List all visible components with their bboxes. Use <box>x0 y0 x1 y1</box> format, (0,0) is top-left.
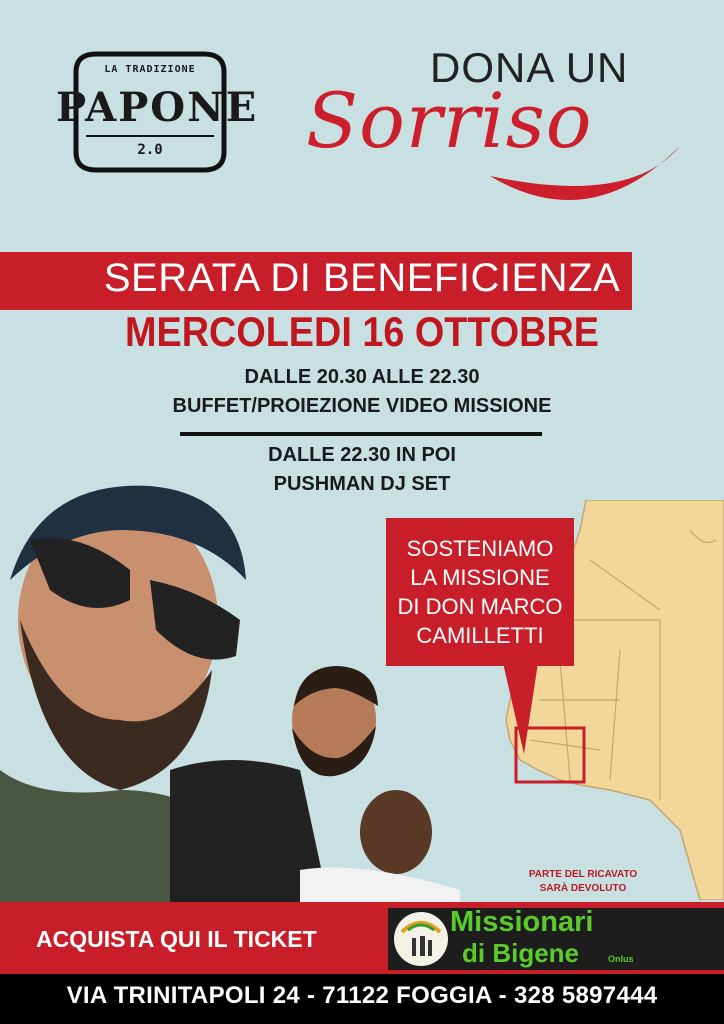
schedule-time-1: DALLE 20.30 ALLE 22.30 <box>244 366 480 388</box>
callout-line-1: SOSTENIAMO <box>406 536 554 561</box>
event-title: SERATA DI BENEFICIENZA <box>103 256 621 300</box>
logo-name: PAPONE <box>56 84 259 131</box>
callout-line-2: LA MISSIONE <box>410 565 550 590</box>
proceeds-note-line-1: PARTE DEL RICAVATO <box>528 869 638 880</box>
logo-version: 2.0 <box>137 142 163 158</box>
sponsor-emblem-icon <box>394 912 448 966</box>
sponsor-name-line-2: di Bigene <box>462 938 580 968</box>
callout-line-4: CAMILLETTI <box>416 623 544 648</box>
event-date: MERCOLEDI 16 OTTOBRE <box>125 308 599 355</box>
sponsor-onlus: Onlus <box>608 954 634 964</box>
people-photo <box>0 470 480 910</box>
schedule-activity-1: BUFFET/PROIEZIONE VIDEO MISSIONE <box>172 395 552 417</box>
proceeds-note <box>506 868 660 896</box>
papone-logo <box>56 48 259 176</box>
callout-pointer <box>480 650 560 760</box>
schedule-time-2: DALLE 22.30 IN POI <box>268 444 456 466</box>
sponsor-name-line-1: Missionari <box>450 906 594 938</box>
headline-sorriso: Sorriso <box>306 76 593 165</box>
proceeds-note-line-2: SARÀ DEVOLUTO <box>539 883 627 894</box>
headline-dona-un: DONA UN <box>430 44 629 91</box>
address-text: VIA TRINITAPOLI 24 - 71122 FOGGIA - 328 5897444 <box>66 982 658 1009</box>
schedule-activity-2: PUSHMAN DJ SET <box>273 473 451 495</box>
schedule-divider <box>180 432 542 436</box>
callout-line-3: DI DON MARCO <box>397 594 563 619</box>
logo-tagline: LA TRADIZIONE <box>104 64 196 75</box>
buy-ticket-link[interactable]: ACQUISTA QUI IL TICKET <box>36 926 317 952</box>
smile-curve <box>480 136 700 216</box>
